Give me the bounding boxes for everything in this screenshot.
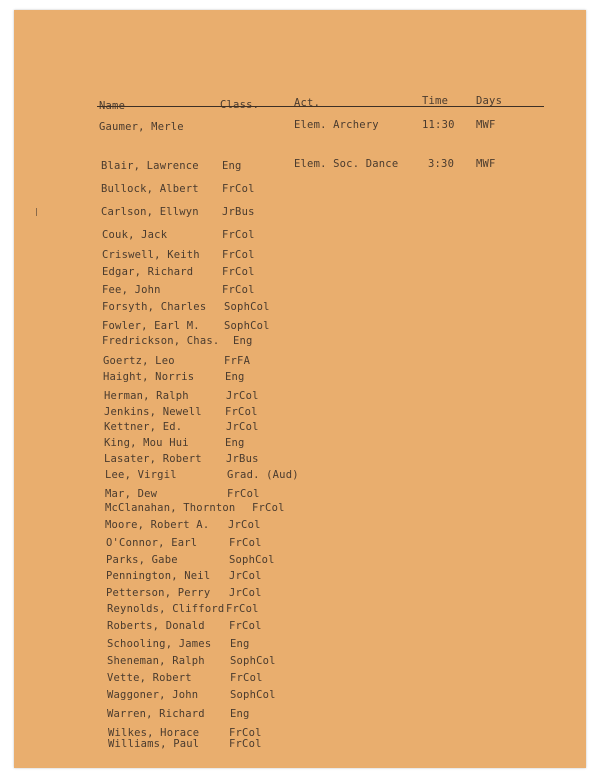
student-class: Eng	[225, 437, 245, 449]
student-name: Wilkes, Horace	[108, 727, 200, 739]
student-name: Waggoner, John	[107, 689, 199, 701]
student-class: Grad. (Aud)	[227, 469, 299, 481]
student-name: Roberts, Donald	[107, 620, 205, 632]
student-class: Eng	[230, 708, 250, 720]
student-name: Haight, Norris	[103, 371, 195, 383]
student-class: JrBus	[222, 206, 255, 218]
student-name: Goertz, Leo	[103, 355, 175, 367]
student-name: Parks, Gabe	[106, 554, 178, 566]
student-class: FrCol	[252, 502, 285, 514]
student-class: SophCol	[229, 554, 275, 566]
student-class: FrCol	[229, 537, 262, 549]
student-name: Forsyth, Charles	[102, 301, 207, 313]
header-time: Time	[422, 95, 449, 107]
student-name: Kettner, Ed.	[104, 421, 183, 433]
student-name: McClanahan, Thornton	[105, 502, 236, 514]
student-class: FrCol	[222, 249, 255, 261]
student-class: JrCol	[226, 421, 259, 433]
student-class: FrCol	[222, 183, 255, 195]
student-class: FrFA	[224, 355, 251, 367]
student-class: FrCol	[222, 284, 255, 296]
student-class: SophCol	[230, 655, 276, 667]
student-class: Eng	[230, 638, 250, 650]
header-class: Class.	[220, 99, 260, 111]
student-name: Criswell, Keith	[102, 249, 200, 261]
student-class: Eng	[225, 371, 245, 383]
student-name: Vette, Robert	[107, 672, 192, 684]
student-name: O'Connor, Earl	[106, 537, 198, 549]
student-name: Bullock, Albert	[101, 183, 199, 195]
student-name: Fredrickson, Chas.	[102, 335, 220, 347]
student-class: SophCol	[224, 320, 270, 332]
header-name: Name	[99, 100, 126, 112]
student-class: JrCol	[229, 587, 262, 599]
student-class: Eng	[233, 335, 253, 347]
student-name: Couk, Jack	[102, 229, 168, 241]
student-name: Gaumer, Merle	[99, 121, 184, 133]
student-class: FrCol	[222, 229, 255, 241]
student-name: Williams, Paul	[108, 738, 200, 750]
student-name: Pennington, Neil	[106, 570, 211, 582]
student-name: Herman, Ralph	[104, 390, 189, 402]
student-class: Eng	[222, 160, 242, 172]
student-name: Fee, John	[102, 284, 161, 296]
student-class: JrCol	[228, 519, 261, 531]
student-class: SophCol	[230, 689, 276, 701]
student-name: Sheneman, Ralph	[107, 655, 205, 667]
student-name: Blair, Lawrence	[101, 160, 199, 172]
student-name: Edgar, Richard	[102, 266, 194, 278]
student-name: Mar, Dew	[105, 488, 158, 500]
header-days: Days	[476, 95, 503, 107]
student-class: JrBus	[226, 453, 259, 465]
student-class: FrCol	[226, 603, 259, 615]
student-name: Reynolds, Clifford	[107, 603, 225, 615]
student-class: FrCol	[222, 266, 255, 278]
student-name: Jenkins, Newell	[104, 406, 202, 418]
margin-mark	[36, 208, 37, 216]
student-class: FrCol	[229, 727, 262, 739]
activity: Elem. Soc. Dance	[294, 158, 399, 170]
student-class: FrCol	[227, 488, 260, 500]
student-class: FrCol	[229, 738, 262, 750]
student-class: JrCol	[226, 390, 259, 402]
student-name: Warren, Richard	[107, 708, 205, 720]
student-class: FrCol	[229, 620, 262, 632]
activity-days: MWF	[476, 158, 496, 170]
student-name: Lasater, Robert	[104, 453, 202, 465]
student-class: FrCol	[230, 672, 263, 684]
student-name: Carlson, Ellwyn	[101, 206, 199, 218]
activity: Elem. Archery	[294, 119, 379, 131]
student-class: JrCol	[229, 570, 262, 582]
header-rule	[97, 106, 544, 107]
student-name: Petterson, Perry	[106, 587, 211, 599]
student-name: King, Mou Hui	[104, 437, 189, 449]
activity-time: 11:30	[422, 119, 455, 131]
student-name: Fowler, Earl M.	[102, 320, 200, 332]
student-name: Moore, Robert A.	[105, 519, 210, 531]
student-class: SophCol	[224, 301, 270, 313]
student-class: FrCol	[225, 406, 258, 418]
header-act: Act.	[294, 97, 321, 109]
activity-days: MWF	[476, 119, 496, 131]
student-name: Lee, Virgil	[105, 469, 177, 481]
activity-time: 3:30	[428, 158, 455, 170]
student-name: Schooling, James	[107, 638, 212, 650]
